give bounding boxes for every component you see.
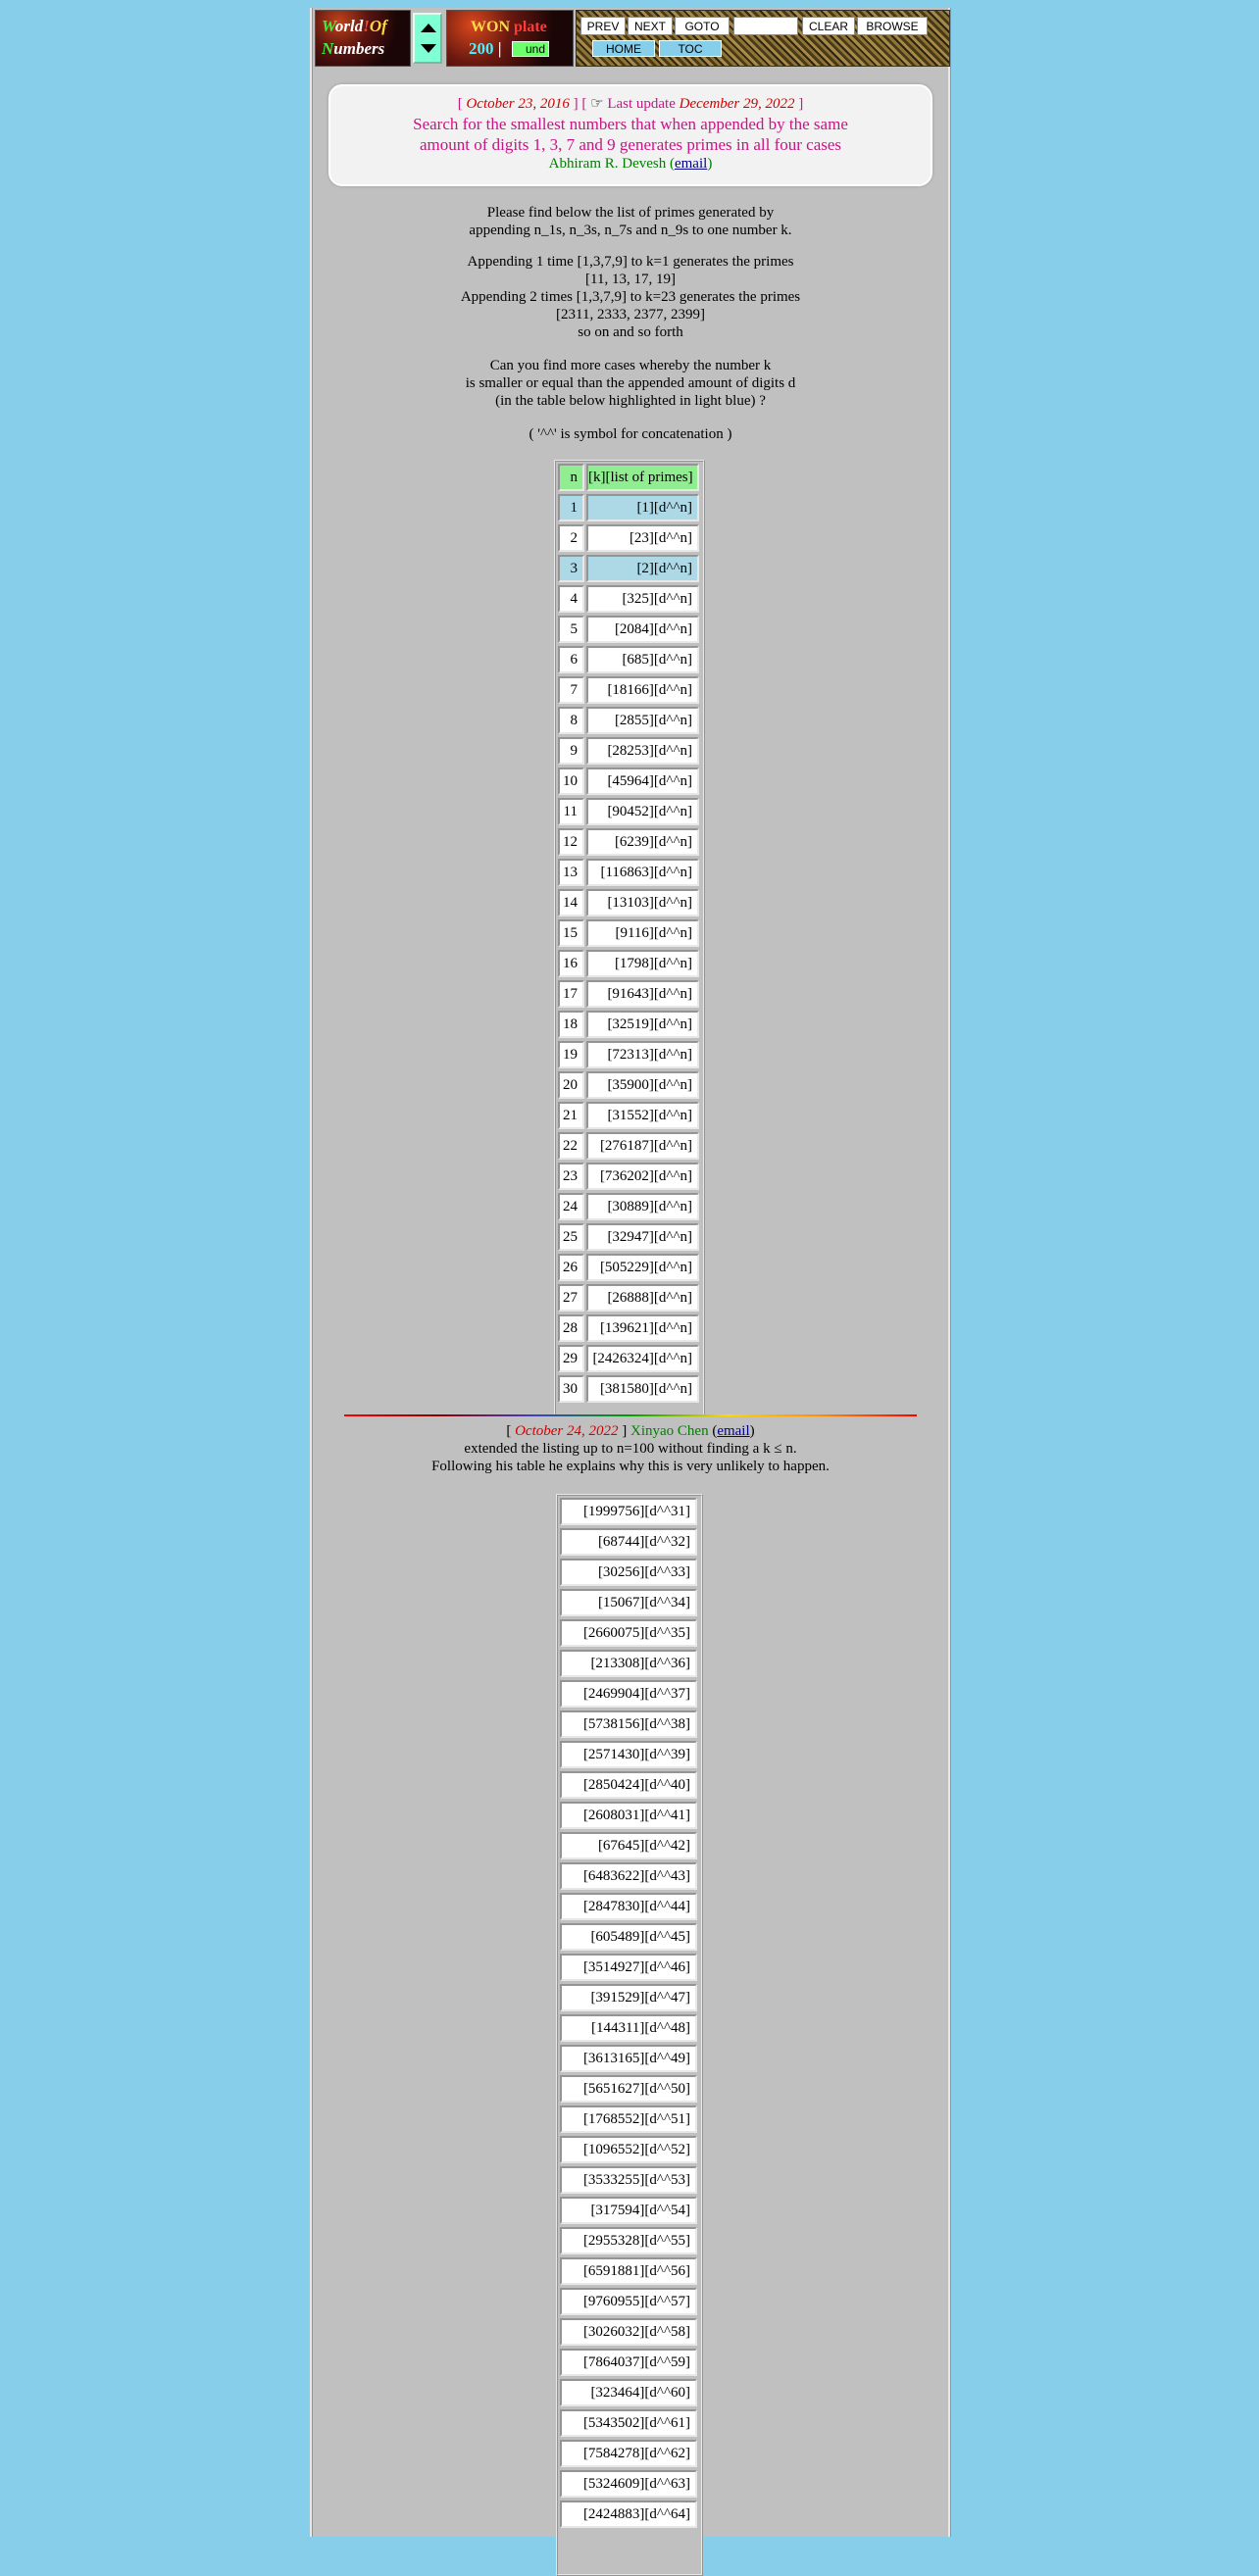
cell-primes: [325][d^^n] [586,585,699,613]
table-row [560,1680,697,1708]
cell-n: 22 [558,1132,584,1160]
cell-n: 24 [558,1193,584,1220]
table-row [558,737,699,765]
cell-primes: [317594][d^^54] [560,2197,697,2224]
last-update-date: December 29, 2022 [679,96,795,112]
table-row [560,1619,697,1647]
table-row [560,2409,697,2437]
cell-primes: [2][d^^n] [586,555,699,582]
table-row [560,1862,697,1890]
table-row [560,2014,697,2042]
table-row [558,1345,699,1372]
cell-n: 28 [558,1314,584,1342]
logo-line1: World!Of [322,17,387,35]
author-name: Abhiram R. Devesh [548,156,667,172]
cell-primes: [18166][d^^n] [586,676,699,704]
cell-n: 1 [558,494,584,521]
table-row [560,1984,697,2011]
table-row [558,1102,699,1129]
primes-table-n1-30 [554,460,705,1416]
cell-n: 5 [558,616,584,643]
arrow-down-icon[interactable] [421,44,436,53]
cell-primes: [276187][d^^n] [586,1132,699,1160]
cell-n: 30 [558,1375,584,1403]
cell-n: 17 [558,980,584,1008]
cell-primes: [391529][d^^47] [560,1984,697,2011]
won-plate-number: 200 | [469,39,502,58]
next-button[interactable]: NEXT [628,17,673,35]
table-row [558,676,699,704]
table-row [560,2045,697,2072]
intro-text: Please find below the list of primes generated by appending n_1s, n_3s, n_7s and n_9s to one number k. [469,205,792,238]
cell-primes: [32519][d^^n] [586,1011,699,1038]
published-date: October 23, 2016 [466,96,570,112]
cell-n: 25 [558,1223,584,1251]
page-title: Search for the smallest numbers that when appended by the same amount of digits 1, 3, 7 and 9 generates primes in all four cases [413,115,848,154]
table-row [560,1650,697,1677]
table-row [558,585,699,613]
cell-primes: [2608031][d^^41] [560,1802,697,1829]
cell-primes: [323464][d^^60] [560,2379,697,2406]
table-row [560,1832,697,1859]
cell-primes: [7864037][d^^59] [560,2349,697,2376]
table-row [560,2197,697,2224]
table-row [560,2166,697,2194]
table-row [558,1011,699,1038]
table-row [558,1193,699,1220]
header-cell-primes: [k][list of primes] [586,464,699,491]
table-row [558,616,699,643]
table-row [558,859,699,886]
cell-primes: [6483622][d^^43] [560,1862,697,1890]
cell-primes: [90452][d^^n] [586,798,699,825]
table-row [558,1314,699,1342]
date-line: [ October 23, 2016 ] [ ☞ Last update December 29, 2022 ] [457,96,804,112]
cell-n: 23 [558,1163,584,1190]
cell-n: 3 [558,555,584,582]
contributor-email-link[interactable]: email [717,1423,750,1439]
concat-note: ( '^^' is symbol for concatenation ) [529,426,732,442]
table-row [558,980,699,1008]
table-row [558,889,699,916]
cell-n: 27 [558,1284,584,1312]
cell-primes: [26888][d^^n] [586,1284,699,1312]
table-row [558,950,699,977]
cell-primes: [3026032][d^^58] [560,2318,697,2346]
cell-primes: [116863][d^^n] [586,859,699,886]
author-email-link[interactable]: email [674,156,708,172]
scroll-arrows[interactable] [413,13,442,64]
cell-n: 20 [558,1071,584,1099]
table-row [558,919,699,947]
cell-n: 7 [558,676,584,704]
cell-primes: [3514927][d^^46] [560,1954,697,1981]
table-row [560,1528,697,1556]
cell-primes: [91643][d^^n] [586,980,699,1008]
cell-primes: [32947][d^^n] [586,1223,699,1251]
cell-primes: [67645][d^^42] [560,1832,697,1859]
logo-line2: Numbers [322,39,385,58]
cell-n: 16 [558,950,584,977]
cell-primes: [2955328][d^^55] [560,2227,697,2254]
cell-primes: [1999756][d^^31] [560,1498,697,1525]
table-row [558,707,699,734]
page-header-box [328,84,932,186]
cell-n: 6 [558,646,584,673]
cell-primes: [6591881][d^^56] [560,2257,697,2285]
cell-primes: [6239][d^^n] [586,828,699,856]
cell-primes: [144311][d^^48] [560,2014,697,2042]
contribution-date: October 24, 2022 [515,1423,619,1439]
table-row [560,2349,697,2376]
cell-primes: [9116][d^^n] [586,919,699,947]
arrow-up-icon[interactable] [421,24,436,32]
cell-primes: [2855][d^^n] [586,707,699,734]
cell-primes: [1768552][d^^51] [560,2105,697,2133]
cell-n: 4 [558,585,584,613]
table-row [558,1132,699,1160]
table-row [560,1802,697,1829]
cell-primes: [1096552][d^^52] [560,2136,697,2163]
table-row [558,828,699,856]
cell-primes: [381580][d^^n] [586,1375,699,1403]
table-row [560,1771,697,1799]
table-row [560,1741,697,1768]
contribution-text: [ October 24, 2022 ] Xinyao Chen (email) extended the listing up to n=100 without finding a k ≤ n. Following his table he explains why this is very unlikely to happen. [431,1423,830,1474]
cell-primes: [30889][d^^n] [586,1193,699,1220]
cell-primes: [68744][d^^32] [560,1528,697,1556]
table-row [560,1559,697,1586]
table-row [558,798,699,825]
cell-primes: [685][d^^n] [586,646,699,673]
cell-primes: [3613165][d^^49] [560,2045,697,2072]
cell-primes: [23][d^^n] [586,524,699,552]
table-row [558,1163,699,1190]
cell-primes: [505229][d^^n] [586,1254,699,1281]
cell-primes: [2426324][d^^n] [586,1345,699,1372]
table-row [560,1893,697,1920]
table-header-row [558,464,699,491]
cell-primes: [2571430][d^^39] [560,1741,697,1768]
home-button[interactable]: HOME [592,40,655,57]
cell-n: 29 [558,1345,584,1372]
cell-primes: [2424883][d^^64] [560,2501,697,2528]
table-row [558,1284,699,1312]
cell-n: 2 [558,524,584,552]
author-line: Abhiram R. Devesh (email) [548,156,713,172]
cell-primes: [15067][d^^34] [560,1589,697,1616]
cell-primes: [139621][d^^n] [586,1314,699,1342]
cell-primes: [2469904][d^^37] [560,1680,697,1708]
cell-primes: [213308][d^^36] [560,1650,697,1677]
table-row [558,1071,699,1099]
header-cell-n: n [558,464,584,491]
cell-primes: [1][d^^n] [586,494,699,521]
cell-primes: [9760955][d^^57] [560,2288,697,2315]
toc-button[interactable]: TOC [659,40,722,57]
cell-primes: [72313][d^^n] [586,1041,699,1068]
cell-n: 26 [558,1254,584,1281]
cell-primes: [2850424][d^^40] [560,1771,697,1799]
contributor-name: Xinyao Chen [630,1423,709,1439]
browse-button[interactable]: BROWSE [857,17,928,35]
hand-right-icon: ☞ [590,96,604,112]
cell-primes: [7584278][d^^62] [560,2440,697,2467]
cell-primes: [5343502][d^^61] [560,2409,697,2437]
cell-primes: [3533255][d^^53] [560,2166,697,2194]
cell-primes: [2660075][d^^35] [560,1619,697,1647]
table-row [558,768,699,795]
table-row [560,1710,697,1738]
top-navigation-bar [315,10,948,67]
goto-button[interactable]: GOTO [675,17,730,35]
cell-primes: [31552][d^^n] [586,1102,699,1129]
world-of-numbers-logo[interactable] [315,10,411,67]
table-row [560,2318,697,2346]
rainbow-divider [344,1414,917,1416]
cell-primes: [45964][d^^n] [586,768,699,795]
cell-primes: [5738156][d^^38] [560,1710,697,1738]
examples-text: Appending 1 time [1,3,7,9] to k=1 generates the primes [11, 13, 17, 19] Appending 2 times [1,3,7,9] to k=23 generates the primes [2311, 2333, 2377, 2399] so on and so forth [460,254,801,340]
won-plate-und-button[interactable]: und [512,41,549,57]
table-row [560,1589,697,1616]
cell-primes: [28253][d^^n] [586,737,699,765]
won-plate-title: WON plate [471,19,547,35]
table-row [560,2470,697,2498]
table-row [560,2227,697,2254]
table-row [558,524,699,552]
navigation-panel [576,10,950,67]
cell-primes: [2084][d^^n] [586,616,699,643]
table-row [558,555,699,582]
question-text: Can you find more cases whereby the number k is smaller or equal than the appended amount of digits d (in the table below highlighted in light blue) ? [465,358,796,409]
table-row [560,2440,697,2467]
cell-primes: [35900][d^^n] [586,1071,699,1099]
prev-button[interactable]: PREV [580,17,626,35]
primes-table-n31-64 [556,1494,703,2576]
cell-n: 10 [558,768,584,795]
cell-n: 11 [558,798,584,825]
cell-n: 15 [558,919,584,947]
table-row [558,1223,699,1251]
cell-primes: [5324609][d^^63] [560,2470,697,2498]
cell-n: 14 [558,889,584,916]
cell-n: 9 [558,737,584,765]
cell-primes: [5651627][d^^50] [560,2075,697,2103]
table-row [560,2501,697,2528]
goto-input[interactable] [733,17,798,35]
cell-n: 8 [558,707,584,734]
page-body [310,8,951,2537]
cell-n: 13 [558,859,584,886]
table-row [558,646,699,673]
cell-primes: [1798][d^^n] [586,950,699,977]
cell-n: 21 [558,1102,584,1129]
cell-n: 12 [558,828,584,856]
cell-primes: [30256][d^^33] [560,1559,697,1586]
table-row [560,2288,697,2315]
table-row [560,1923,697,1951]
table-row [560,2379,697,2406]
table-row [560,2075,697,2103]
table-row [560,2136,697,2163]
cell-primes: [605489][d^^45] [560,1923,697,1951]
cell-primes: [736202][d^^n] [586,1163,699,1190]
table-row [558,1041,699,1068]
cell-primes: [13103][d^^n] [586,889,699,916]
table-row [560,1954,697,1981]
table-row [560,2257,697,2285]
clear-button[interactable]: CLEAR [802,17,855,35]
table-row [560,2105,697,2133]
cell-primes: [2847830][d^^44] [560,1893,697,1920]
cell-n: 18 [558,1011,584,1038]
table-row [560,1498,697,1525]
table-row [558,494,699,521]
table-row [558,1375,699,1403]
table-row [558,1254,699,1281]
cell-n: 19 [558,1041,584,1068]
won-plate-badge[interactable] [446,10,574,67]
